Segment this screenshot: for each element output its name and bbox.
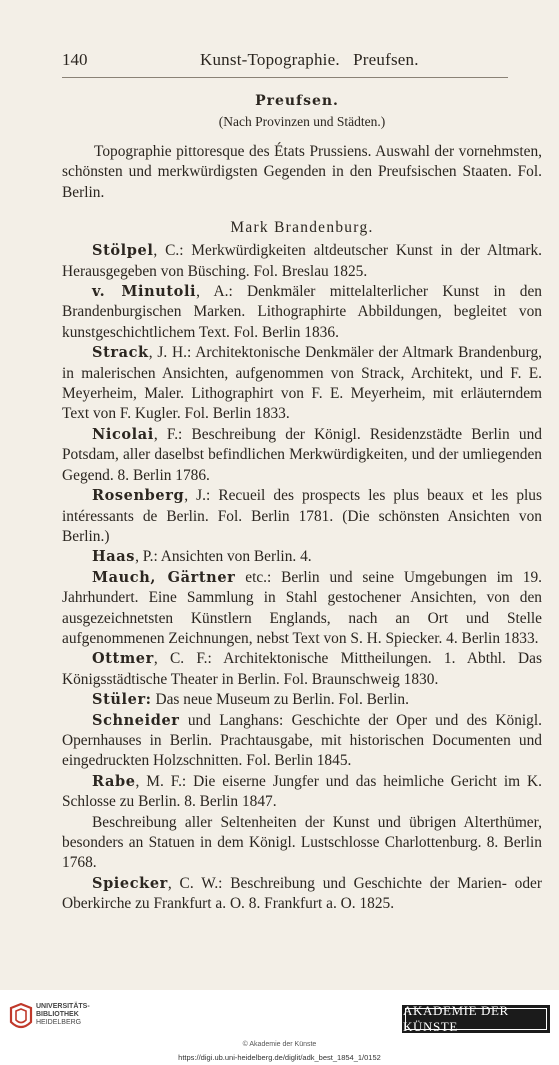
library-line-2: BIBLIOTHEK [36, 1011, 79, 1018]
entry-author: Mauch, Gärtner [92, 568, 236, 586]
entry-author: Rosenberg [92, 487, 185, 505]
source-url[interactable]: https://digi.ub.uni-heidelberg.de/diglit/adk_best_1854_1/0152 [178, 1053, 381, 1062]
running-title: Kunst-Topographie. Preufsen. [200, 50, 419, 69]
entry-11 [62, 772, 542, 813]
entry-text: Das neue Museum zu Berlin. Fol. Berlin. [151, 691, 409, 709]
entry-9 [62, 690, 542, 710]
entry-text: , M. F.: Die eiserne Jungfer und das heimliche Gericht im K. Schlosse zu Berlin. 8. Berlin 1847. [62, 772, 542, 811]
entry-author: Stölpel [92, 242, 154, 260]
entry-text: , C. F.: Architektonische Mittheilungen. 1. Abthl. Das Königsstädtische Theater in Berlin. Fol. Braunschweig 1830. [62, 650, 542, 688]
entry-text: etc.: Berlin und seine Umgebungen im 19. Jahrhundert. Eine Sammlung in Stahl gestochener Ansichten, von den ausgezeichnetsten Künstlern Englands, nach an Ort und Stelle aufgenommenen Zeichnungen, nebst Text von S. H. Spiecker. 4. Berlin 1833. [62, 568, 542, 647]
entry-author: Ottmer [92, 650, 154, 668]
copyright-notice: © Akademie der Künste [242, 1041, 317, 1048]
entry-1 [62, 241, 542, 282]
entry-3 [62, 343, 542, 425]
entry-6 [62, 547, 542, 567]
entry-text: , J. H.: Architektonische Denkmäler der Altmark Brandenburg, in malerischen Ansichten, aufgenommen von Strack, Architekt, und F. E. Meyerheim, Maler. Lithographirt von F. E. Meyerheim, mit erläuterndem Text von F. Kugler. Fol. Berlin 1833. [62, 344, 542, 423]
entry-4 [62, 425, 542, 486]
entry-text: , A.: Denkmäler mittelalterlicher Kunst in den Brandenburgischen Marken. Lithographirte Abbildungen, begleitet von kunstgeschichtlichem Text. Fol. Berlin 1836. [62, 283, 542, 341]
entry-author: Rabe [92, 772, 136, 790]
subheading: Mark Brandenburg. [230, 219, 374, 237]
entry-5 [62, 486, 542, 547]
entry-2 [62, 282, 542, 343]
entry-text: und Langhans: Geschichte der Oper und des Königl. Opernhauses in Berlin. Prachtausgabe, mit historischen Documenten und eingedruckten Holzschnitten. Fol. Berlin 1845. [62, 711, 542, 770]
entry-text: , C. W.: Beschreibung und Geschichte der Marien- oder Oberkirche zu Frankfurt a. O. 8. Frankfurt a. O. 1825. [62, 874, 542, 913]
running-header [62, 50, 508, 74]
entry-text: Beschreibung aller Seltenheiten der Kunst und übrigen Alterthümer, besonders an Statuen in dem Königl. Lustschlosse Charlottenburg. 8. Berlin 1768. [62, 813, 542, 872]
entry-author: Spiecker [92, 874, 168, 892]
entry-author: Schneider [92, 711, 180, 729]
entry-author: Stüler: [92, 691, 152, 709]
intro-paragraph: Topographie pittoresque des États Prussiens. Auswahl der vornehmsten, schönsten und merkwürdigsten Gegenden in den Preufsischen Staaten. Fol. Berlin. [62, 143, 542, 201]
entry-13 [62, 874, 542, 915]
library-line-1: UNIVERSITÄTS- [36, 1003, 90, 1010]
university-library-logo-icon [8, 1002, 34, 1032]
entry-author: Strack [92, 344, 149, 362]
section-note: (Nach Provinzen und Städten.) [218, 114, 386, 129]
entry-text: , C.: Merkwürdigkeiten altdeutscher Kunst in der Altmark. Herausgegeben von Büsching. Fol. Breslau 1825. [62, 242, 542, 280]
header-rule [62, 77, 508, 78]
page-body [62, 90, 542, 915]
entry-text: , F.: Beschreibung der Königl. Residenzstädte Berlin und Potsdam, aller daselbst befindlichen Merkwürdigkeiten, und der umliegenden Gegend. 8. Berlin 1786. [62, 425, 542, 484]
entry-12 [62, 813, 542, 874]
akademie-badge[interactable]: AKADEMIE DER KÜNSTE [402, 1005, 550, 1033]
entry-8 [62, 649, 542, 690]
library-line-3: HEIDELBERG [36, 1019, 82, 1026]
entry-author: Haas [92, 548, 136, 566]
entry-text: , P.: Ansichten von Berlin. 4. [135, 548, 312, 566]
entry-7 [62, 568, 542, 650]
entry-text: , J.: Recueil des prospects les plus beaux et les plus intéressants de Berlin. Fol. Berlin 1781. (Die schönsten Ansichten von Berlin.) [62, 487, 542, 545]
entry-author: Nicolai [92, 425, 154, 443]
entry-10 [62, 711, 542, 772]
entry-author: v. Minutoli [92, 283, 197, 301]
library-name [36, 1003, 90, 1027]
page-number: 140 [62, 50, 88, 69]
section-title: Preufsen. [255, 93, 339, 109]
